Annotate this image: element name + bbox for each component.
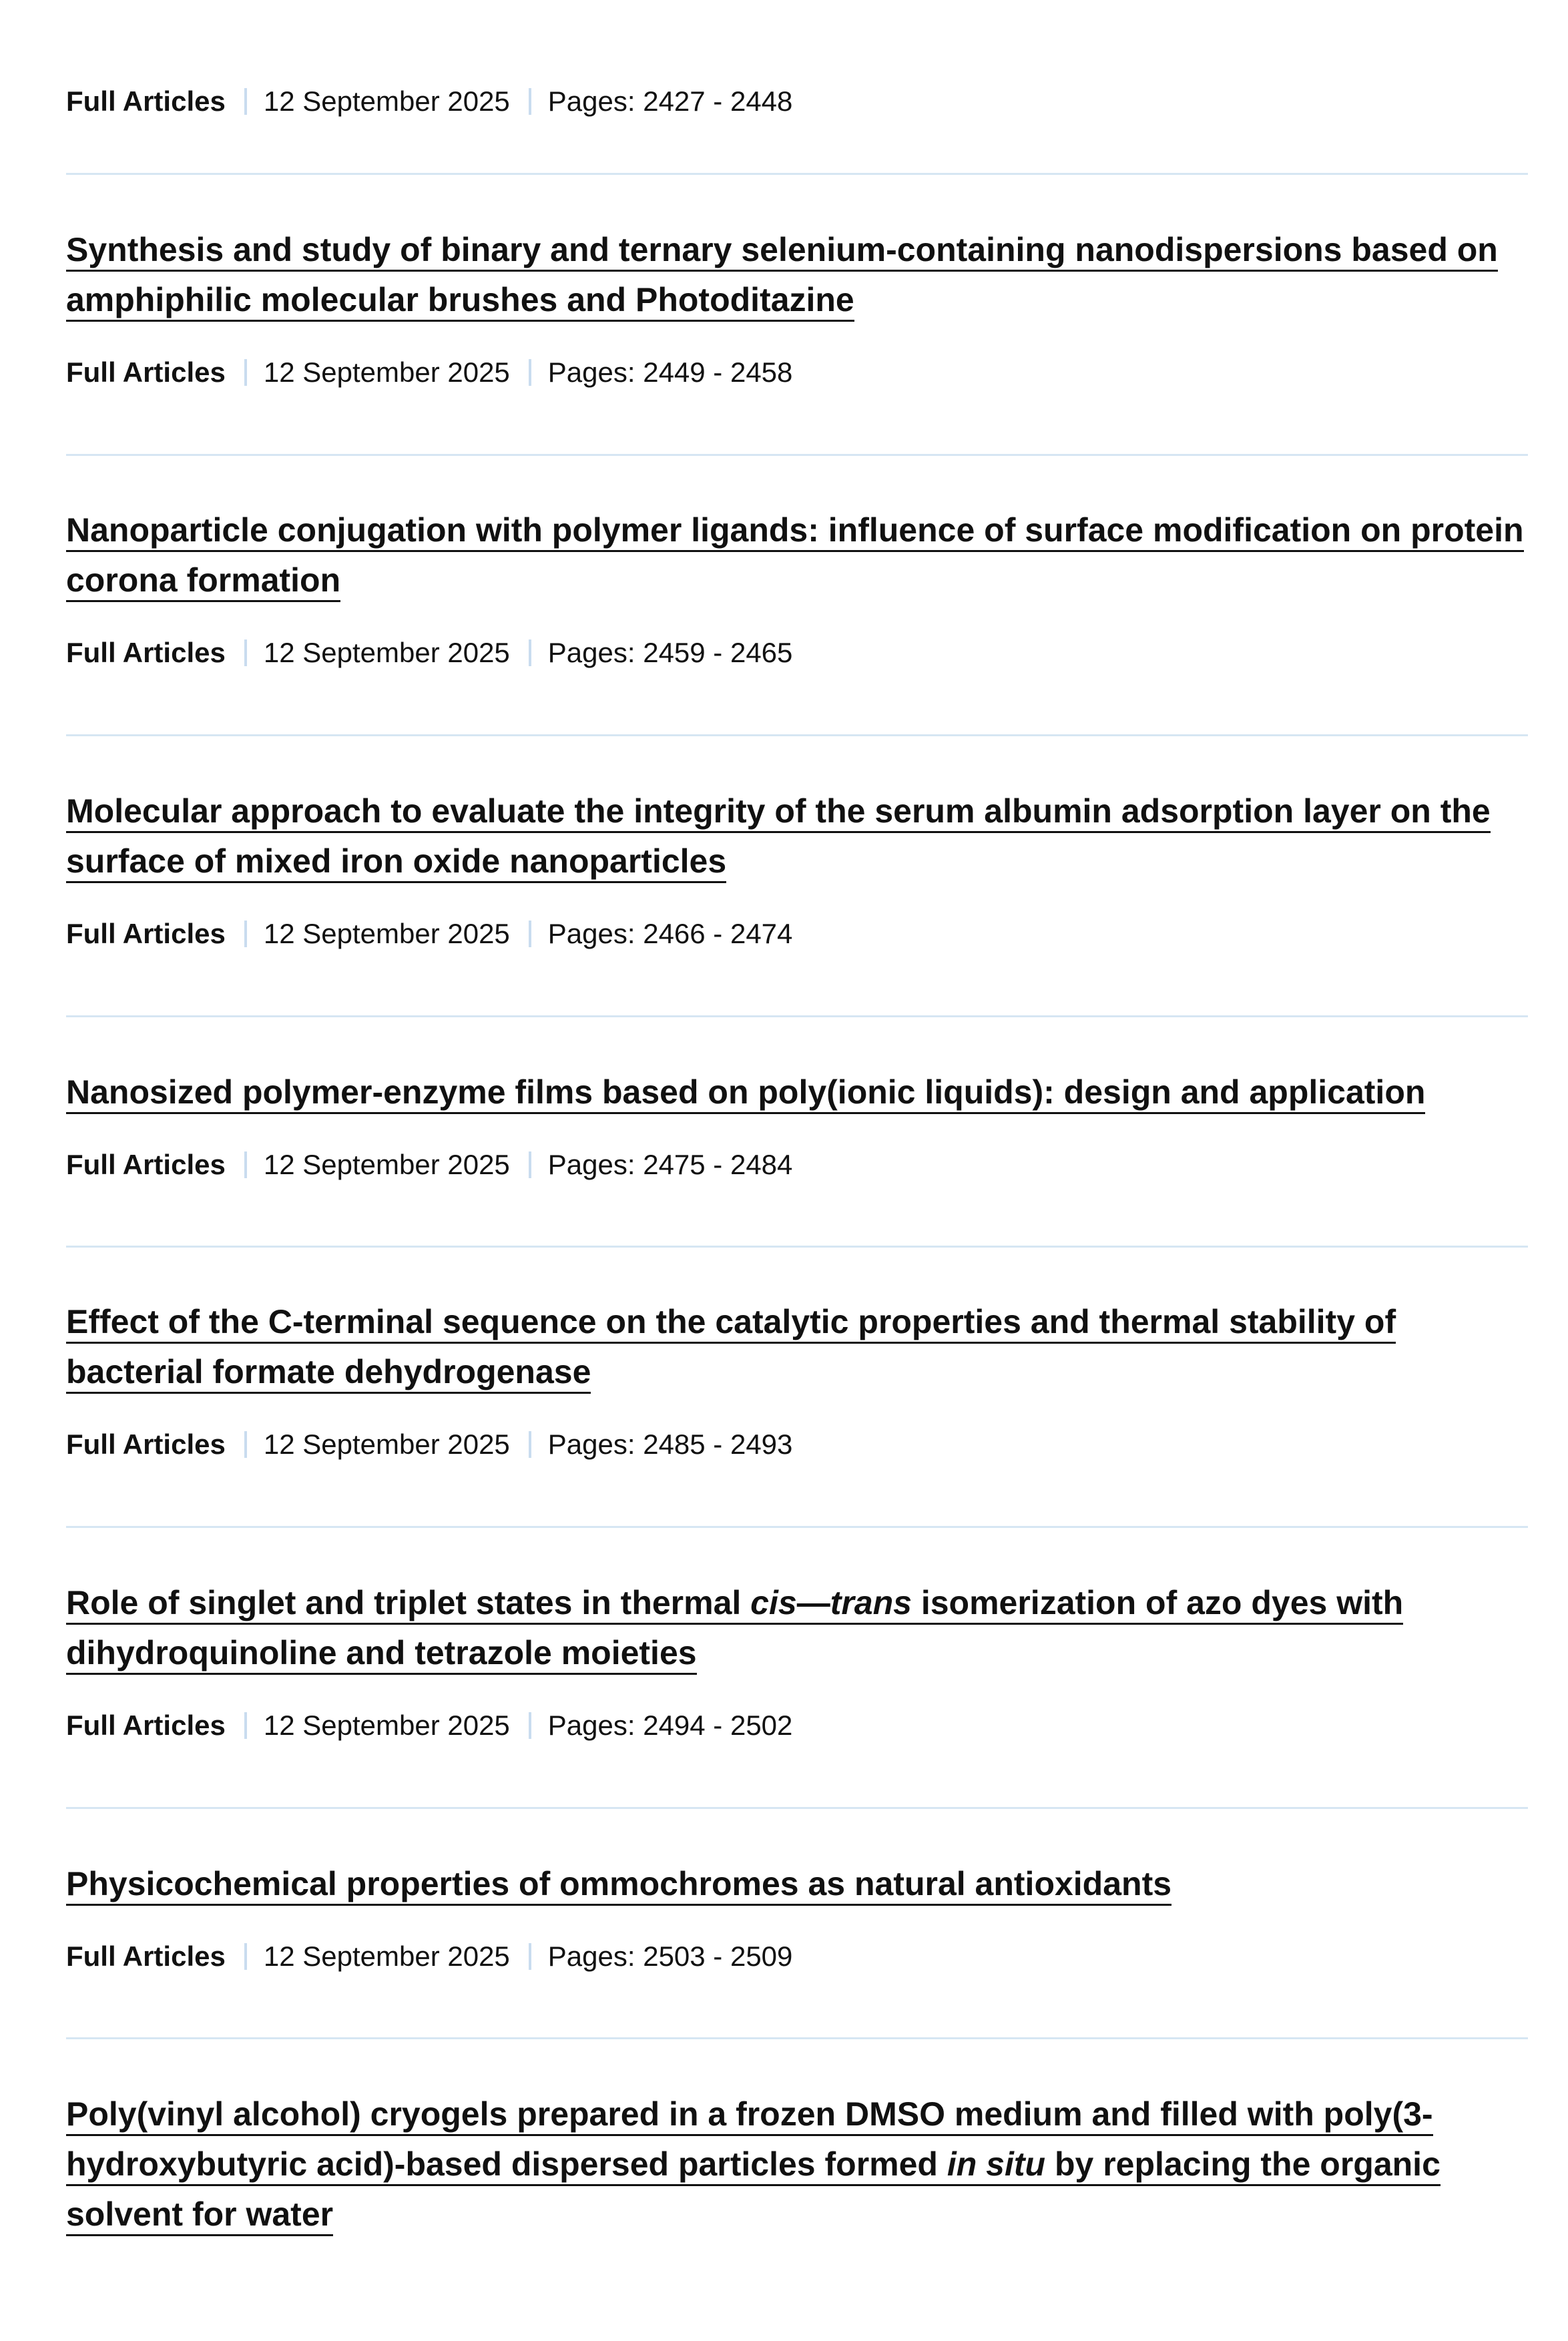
article-pages: Pages: 2466 - 2474 <box>547 918 793 949</box>
article-title-link[interactable]: Role of singlet and triplet states in thermal cis—trans isomerization of azo dyes with dihydroquinoline and tetrazole moieties <box>66 1584 1403 1675</box>
entry-divider <box>66 454 1528 456</box>
article-pages: Pages: 2449 - 2458 <box>547 356 793 388</box>
article-meta <box>66 636 1528 670</box>
article-type: Full Articles <box>66 1149 226 1180</box>
meta-separator <box>244 1712 247 1739</box>
meta-separator <box>244 359 247 386</box>
article-title-link[interactable]: Synthesis and study of binary and ternary selenium-containing nanodispersions based on amphiphilic molecular brushes and Photoditazine <box>66 231 1498 322</box>
meta-separator <box>529 1943 531 1970</box>
article-title <box>66 225 1528 325</box>
article-type: Full Articles <box>66 918 226 949</box>
article-title-link[interactable]: Nanosized polymer-enzyme films based on poly(ionic liquids): design and application <box>66 1073 1425 1114</box>
article-type: Full Articles <box>66 1710 226 1741</box>
article-title <box>66 1297 1528 1397</box>
entry-divider <box>66 2037 1528 2039</box>
entry-divider <box>66 1015 1528 1017</box>
article-title-link[interactable]: Physicochemical properties of ommochromes as natural antioxidants <box>66 1865 1171 1906</box>
article-pages: Pages: 2485 - 2493 <box>547 1428 793 1460</box>
article-date: 12 September 2025 <box>263 1149 510 1180</box>
article-title <box>66 505 1528 605</box>
article-title <box>66 1578 1528 1678</box>
article-type: Full Articles <box>66 637 226 668</box>
article-pages: Pages: 2475 - 2484 <box>547 1149 793 1180</box>
article-date: 12 September 2025 <box>263 1710 510 1741</box>
article-date: 12 September 2025 <box>263 637 510 668</box>
meta-separator <box>244 639 247 666</box>
article-entry <box>66 85 1528 118</box>
article-date: 12 September 2025 <box>263 356 510 388</box>
article-pages: Pages: 2494 - 2502 <box>547 1710 793 1741</box>
article-pages: Pages: 2459 - 2465 <box>547 637 793 668</box>
article-entry <box>66 1859 1528 1973</box>
article-meta <box>66 85 1528 118</box>
article-type: Full Articles <box>66 356 226 388</box>
entry-divider <box>66 173 1528 175</box>
article-meta <box>66 356 1528 389</box>
article-meta <box>66 1940 1528 1973</box>
article-title-link[interactable]: Molecular approach to evaluate the integrity of the serum albumin adsorption layer on the surface of mixed iron oxide nanoparticles <box>66 792 1491 883</box>
article-meta <box>66 1709 1528 1742</box>
article-entry <box>66 505 1528 670</box>
article-entry <box>66 1578 1528 1742</box>
article-title-link[interactable]: Nanoparticle conjugation with polymer ligands: influence of surface modification on protein corona formation <box>66 511 1524 602</box>
article-entry <box>66 786 1528 951</box>
article-entry <box>66 2089 1528 2240</box>
entry-divider <box>66 1246 1528 1248</box>
article-date: 12 September 2025 <box>263 85 510 117</box>
meta-separator <box>244 1943 247 1970</box>
article-date: 12 September 2025 <box>263 1428 510 1460</box>
article-entry <box>66 1297 1528 1461</box>
article-title-link[interactable]: Effect of the C-terminal sequence on the catalytic properties and thermal stability of bacterial formate dehydrogenase <box>66 1303 1396 1394</box>
meta-separator <box>529 359 531 386</box>
entry-divider <box>66 1526 1528 1528</box>
article-title <box>66 1067 1528 1117</box>
article-type: Full Articles <box>66 1428 226 1460</box>
entry-divider <box>66 734 1528 736</box>
article-meta <box>66 1428 1528 1461</box>
article-pages: Pages: 2503 - 2509 <box>547 1940 793 1972</box>
article-title-link[interactable]: Poly(vinyl alcohol) cryogels prepared in a frozen DMSO medium and filled with poly(3-hydroxybutyric acid)-based dispersed particles formed in situ by replacing the organic solvent for water <box>66 2095 1441 2236</box>
article-date: 12 September 2025 <box>263 1940 510 1972</box>
meta-separator <box>244 88 247 115</box>
meta-separator <box>244 921 247 947</box>
article-entry <box>66 225 1528 389</box>
meta-separator <box>529 639 531 666</box>
meta-separator <box>529 1712 531 1739</box>
article-pages: Pages: 2427 - 2448 <box>547 85 793 117</box>
meta-separator <box>529 1151 531 1178</box>
meta-separator <box>529 921 531 947</box>
entry-divider <box>66 1807 1528 1809</box>
article-entry <box>66 1067 1528 1182</box>
article-title <box>66 1859 1528 1909</box>
article-title <box>66 2089 1528 2240</box>
meta-separator <box>529 1431 531 1458</box>
article-date: 12 September 2025 <box>263 918 510 949</box>
meta-separator <box>529 88 531 115</box>
article-title <box>66 786 1528 886</box>
article-type: Full Articles <box>66 85 226 117</box>
meta-separator <box>244 1151 247 1178</box>
meta-separator <box>244 1431 247 1458</box>
article-meta <box>66 1148 1528 1182</box>
article-meta <box>66 917 1528 951</box>
article-type: Full Articles <box>66 1940 226 1972</box>
